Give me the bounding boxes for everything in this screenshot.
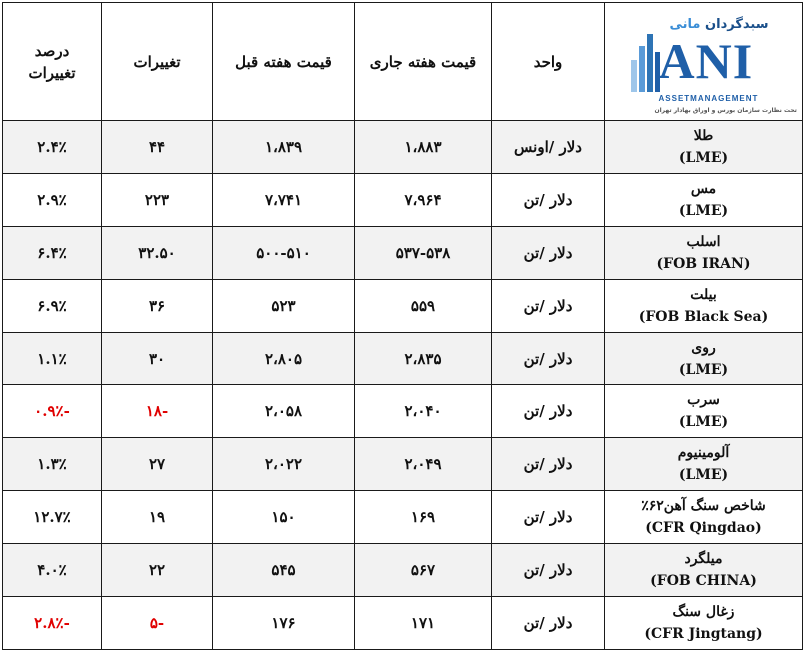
change-percent-cell: ۱.۳٪ — [3, 438, 102, 491]
commodity-cell — [605, 385, 803, 438]
table-row — [3, 544, 803, 597]
logo-subtitle: ASSETMANAGEMENT — [658, 93, 759, 103]
current-price-cell: ۵۵۹ — [355, 279, 492, 332]
prev-price-cell: ۲،۰۵۸ — [213, 385, 355, 438]
change-cell: ۳۶ — [102, 279, 213, 332]
unit-cell: دلار /تن — [492, 226, 605, 279]
unit-cell: دلار /تن — [492, 544, 605, 597]
commodity-name: بیلت — [690, 286, 717, 303]
company-logo — [629, 12, 797, 114]
commodity-name: شاخص سنگ آهن۶۲٪ — [641, 498, 766, 515]
header-unit: واحد — [492, 3, 605, 121]
commodity-market: (CFR Jingtang) — [644, 626, 763, 642]
unit-cell: دلار /تن — [492, 438, 605, 491]
change-cell: ۳۲.۵۰ — [102, 226, 213, 279]
prev-price-cell: ۱۷۶ — [213, 597, 355, 650]
prev-price-cell: ۱۵۰ — [213, 491, 355, 544]
table-row — [3, 491, 803, 544]
change-cell: ۱۹ — [102, 491, 213, 544]
current-price-cell: ۱۶۹ — [355, 491, 492, 544]
change-cell: ۳۰ — [102, 332, 213, 385]
commodity-name: روی — [691, 339, 716, 356]
unit-cell: دلار /تن — [492, 385, 605, 438]
commodity-cell — [605, 121, 803, 174]
unit-cell: دلار /تن — [492, 279, 605, 332]
commodity-cell — [605, 438, 803, 491]
logo-cell — [605, 3, 803, 121]
commodity-market: (LME) — [678, 149, 729, 166]
commodity-market: (LME) — [678, 202, 729, 219]
table-row — [3, 438, 803, 491]
current-price-cell: ۷،۹۶۴ — [355, 173, 492, 226]
prev-price-cell: ۱،۸۳۹ — [213, 121, 355, 174]
unit-cell: دلار /تن — [492, 597, 605, 650]
commodity-cell — [605, 491, 803, 544]
commodity-market: (LME) — [678, 361, 729, 378]
bars-logo-icon — [631, 30, 661, 92]
logo-regulator-note: تحت نظارت سازمان بورس و اوراق بهادار تهران — [654, 106, 797, 114]
change-percent-cell: -۲.۸٪ — [3, 597, 102, 650]
change-percent-cell: -۰.۹٪ — [3, 385, 102, 438]
unit-cell: دلار /اونس — [492, 121, 605, 174]
commodity-name: سرب — [687, 392, 720, 409]
commodity-name: طلا — [693, 127, 714, 144]
current-price-cell: ۲،۸۳۵ — [355, 332, 492, 385]
commodity-market: (FOB IRAN) — [656, 255, 751, 272]
header-change-percent: درصد تغییرات — [3, 3, 102, 121]
current-price-cell: ۵۳۷-۵۳۸ — [355, 226, 492, 279]
commodity-name: مس — [690, 180, 717, 197]
commodity-cell — [605, 597, 803, 650]
commodity-cell — [605, 173, 803, 226]
change-percent-cell: ۱۲.۷٪ — [3, 491, 102, 544]
current-price-cell: ۲،۰۴۹ — [355, 438, 492, 491]
change-cell: ۲۲۳ — [102, 173, 213, 226]
prev-price-cell: ۷،۷۴۱ — [213, 173, 355, 226]
prev-price-cell: ۵۲۳ — [213, 279, 355, 332]
table-row — [3, 173, 803, 226]
commodity-name: اسلب — [686, 233, 721, 250]
header-current-week: قیمت هفته جاری — [355, 3, 492, 121]
commodity-market: (LME) — [678, 467, 729, 484]
unit-cell: دلار /تن — [492, 332, 605, 385]
table-row — [3, 332, 803, 385]
change-percent-cell: ۱.۱٪ — [3, 332, 102, 385]
commodity-name: میلگرد — [684, 551, 723, 568]
prev-price-cell: ۵۴۵ — [213, 544, 355, 597]
commodity-cell — [605, 279, 803, 332]
commodity-market: (CFR Qingdao) — [645, 520, 762, 537]
logo-persian-name: سبدگردان مانی — [669, 16, 769, 32]
unit-cell: دلار /تن — [492, 491, 605, 544]
commodity-market: (LME) — [678, 414, 729, 431]
table-header — [3, 3, 803, 121]
commodity-cell — [605, 226, 803, 279]
prev-price-cell: ۲،۰۲۲ — [213, 438, 355, 491]
table-row — [3, 226, 803, 279]
commodity-name: آلومینیوم — [677, 445, 730, 462]
header-prev-week: قیمت هفته قبل — [213, 3, 355, 121]
header-change: تغییرات — [102, 3, 213, 121]
commodity-cell — [605, 332, 803, 385]
change-cell: -۵ — [102, 597, 213, 650]
current-price-cell: ۲،۰۴۰ — [355, 385, 492, 438]
change-cell: ۲۷ — [102, 438, 213, 491]
table-row — [3, 279, 803, 332]
table-row — [3, 385, 803, 438]
change-percent-cell: ۶.۹٪ — [3, 279, 102, 332]
commodity-cell — [605, 544, 803, 597]
current-price-cell: ۵۶۷ — [355, 544, 492, 597]
change-percent-cell: ۲.۴٪ — [3, 121, 102, 174]
table-row — [3, 597, 803, 650]
commodity-name: زغال سنگ — [672, 604, 735, 620]
table-body — [3, 121, 803, 650]
current-price-cell: ۱،۸۸۳ — [355, 121, 492, 174]
commodity-market: (FOB CHINA) — [650, 573, 757, 590]
change-percent-cell: ۴.۰٪ — [3, 544, 102, 597]
prev-price-cell: ۲،۸۰۵ — [213, 332, 355, 385]
change-percent-cell: ۶.۴٪ — [3, 226, 102, 279]
prev-price-cell: ۵۰۰-۵۱۰ — [213, 226, 355, 279]
unit-cell: دلار /تن — [492, 173, 605, 226]
commodity-price-table — [2, 2, 803, 650]
table-row — [3, 121, 803, 174]
change-cell: -۱۸ — [102, 385, 213, 438]
commodity-market: (FOB Black Sea) — [638, 308, 769, 325]
change-cell: ۴۴ — [102, 121, 213, 174]
logo-latin-name: ANI — [658, 32, 754, 89]
change-percent-cell: ۲.۹٪ — [3, 173, 102, 226]
change-cell: ۲۲ — [102, 544, 213, 597]
current-price-cell: ۱۷۱ — [355, 597, 492, 650]
